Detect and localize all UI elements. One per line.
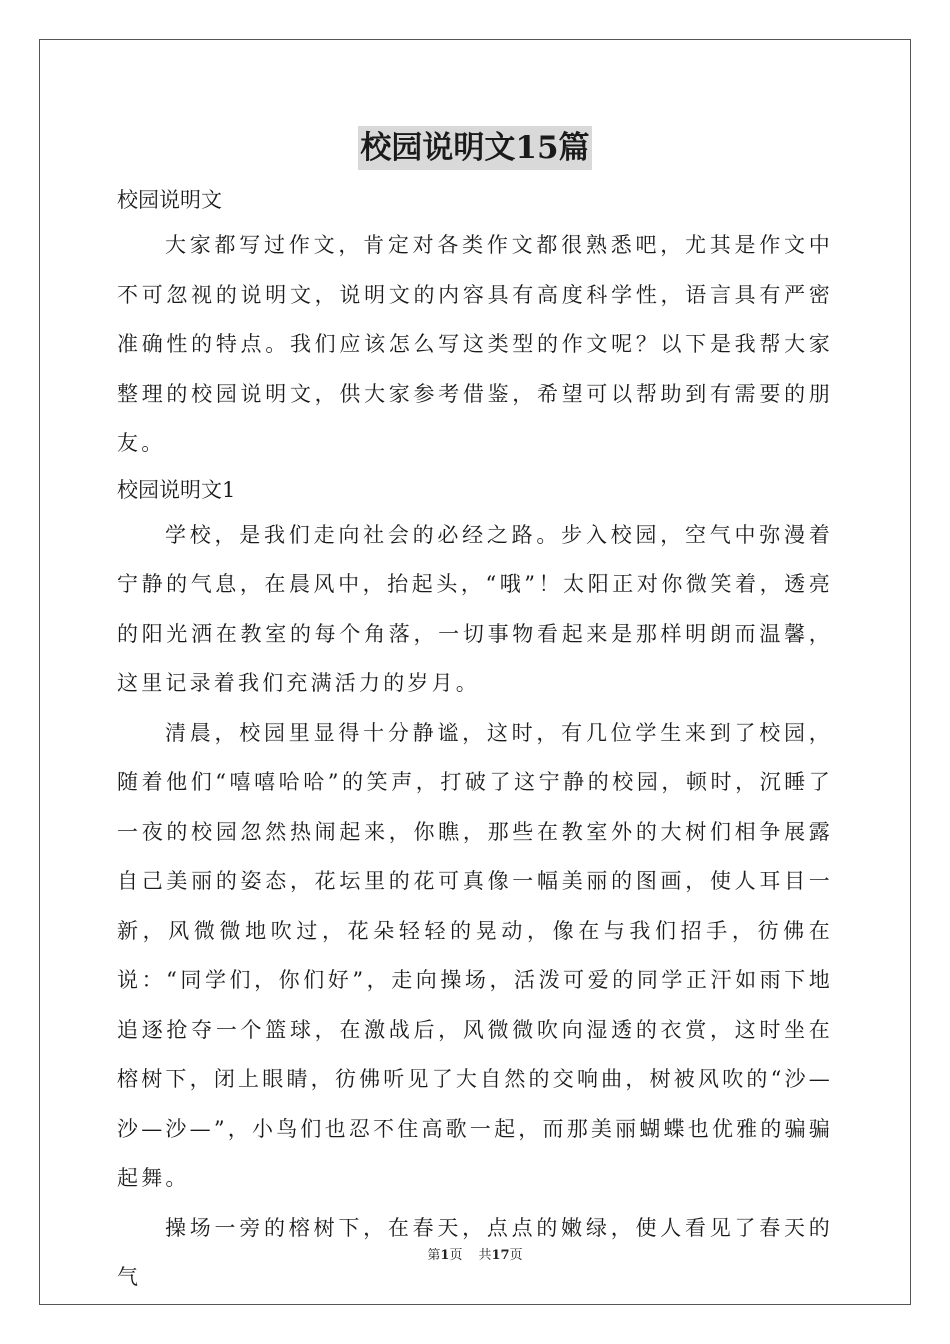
page-suffix: 页 bbox=[449, 1248, 463, 1263]
total-prefix: 共 bbox=[478, 1248, 492, 1263]
page-footer bbox=[0, 1246, 950, 1266]
section-heading: 校园说明文 bbox=[117, 188, 222, 212]
document-title: 校园说明文15篇 bbox=[358, 126, 591, 170]
total-page-count: 17 bbox=[491, 1248, 510, 1263]
total-suffix: 页 bbox=[509, 1248, 523, 1263]
title-container bbox=[0, 126, 950, 170]
document-body bbox=[117, 179, 833, 1303]
body-paragraph: 学校，是我们走向社会的必经之路。步入校园，空气中弥漫着宁静的气息，在晨风中，抬起头，“哦”！太阳正对你微笑着，透亮的阳光洒在教室的每个角落，一切事物看起来是那样明朗而温馨，这里记录着我们充满活力的岁月。 bbox=[117, 522, 833, 695]
current-page-number: 1 bbox=[440, 1248, 450, 1263]
body-paragraph: 操场一旁的榕树下，在春天，点点的嫩绿，使人看见了春天的气 bbox=[117, 1215, 833, 1289]
page-prefix: 第 bbox=[427, 1248, 441, 1263]
section-heading: 校园说明文1 bbox=[117, 477, 236, 502]
body-paragraph: 清晨，校园里显得十分静谧，这时，有几位学生来到了校园，随着他们“嘻嘻哈哈”的笑声，打破了这宁静的校园，顿时，沉睡了一夜的校园忽然热闹起来，你瞧，那些在教室外的大树们相争展露自己美丽的姿态，花坛里的花可真像一幅美丽的图画，使人耳目一新，风微微地吹过，花朵轻轻的晃动，像在与我们招手，彷佛在说：“同学们，你们好”，走向操场，活泼可爱的同学正汗如雨下地追逐抢夺一个篮球，在激战后，风微微吹向湿透的衣赏，这时坐在榕树下，闭上眼睛，彷佛听见了大自然的交响曲，树被风吹的“沙—沙—沙—”，小鸟们也忍不住高歌一起，而那美丽蝴蝶也优雅的骗骗起舞。 bbox=[117, 720, 833, 1190]
intro-paragraph: 大家都写过作文，肯定对各类作文都很熟悉吧，尤其是作文中不可忽视的说明文，说明文的内容具有高度科学性，语言具有严密准确性的特点。我们应该怎么写这类型的作文呢？以下是我帮大家整理的校园说明文，供大家参考借鉴，希望可以帮助到有需要的朋友。 bbox=[117, 233, 833, 455]
